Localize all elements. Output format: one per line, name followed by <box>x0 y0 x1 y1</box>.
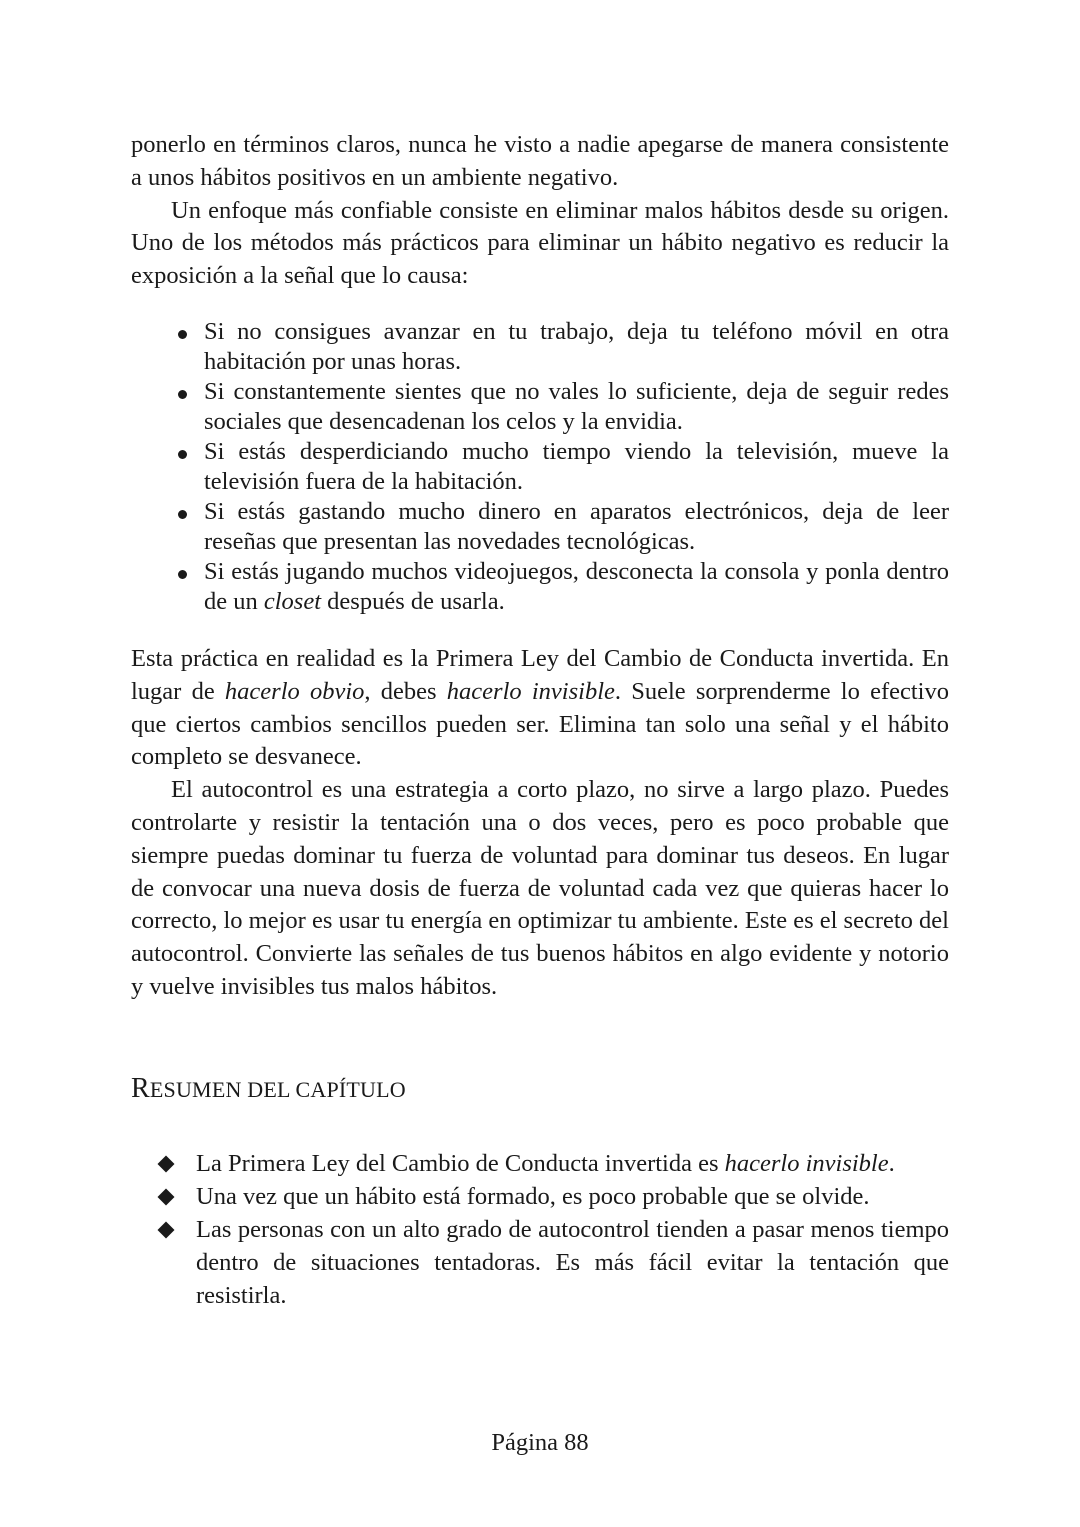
list-item: La Primera Ley del Cambio de Conducta invertida es hacerlo invisible. <box>131 1147 949 1180</box>
list-item: Las personas con un alto grado de autocontrol tienden a pasar menos tiempo dentro de situaciones tentadoras. Es más fácil evitar la tentación que resistirla. <box>131 1213 949 1312</box>
bullet-icon <box>178 330 187 339</box>
diamond-bullet-icon <box>158 1221 175 1238</box>
list-item: Si constantemente sientes que no vales lo suficiente, deja de seguir redes sociales que desencadenan los celos y la envidia. <box>131 377 949 437</box>
bullet-icon <box>178 570 187 579</box>
list-item: Si estás jugando muchos videojuegos, desconecta la consola y ponla dentro de un closet después de usarla. <box>131 557 949 617</box>
list-item: Si no consigues avanzar en tu trabajo, deja tu teléfono móvil en otra habitación por unas horas. <box>131 317 949 377</box>
list-item: Si estás gastando mucho dinero en aparatos electrónicos, deja de leer reseñas que presentan las novedades tecnológicas. <box>131 497 949 557</box>
diamond-bullet-icon <box>158 1188 175 1205</box>
summary-heading: RESUMEN DEL CAPÍTULO <box>131 1072 406 1104</box>
paragraph-1: ponerlo en términos claros, nunca he visto a nadie apegarse de manera consistente a unos hábitos positivos en un ambiente negativo. <box>131 131 949 191</box>
summary-list <box>131 1147 949 1312</box>
bullet-icon <box>178 390 187 399</box>
bullet-list <box>131 317 949 617</box>
paragraph-3: Esta práctica en realidad es la Primera Ley del Cambio de Conducta invertida. En lugar de hacerlo obvio, debes hacerlo invisible. Suele sorprenderme lo efectivo que ciertos cambios sencillos pueden ser. Elimina tan solo una señal y el hábito completo se desvanece. <box>131 644 949 771</box>
list-item: Una vez que un hábito está formado, es poco probable que se olvide. <box>131 1180 949 1213</box>
page-number: Página 88 <box>491 1429 589 1456</box>
emphasis-hacerlo-obvio: hacerlo obvio <box>224 677 365 705</box>
emphasis-hacerlo-invisible: hacerlo invisible <box>724 1149 889 1177</box>
list-item: Si estás desperdiciando mucho tiempo viendo la televisión, mueve la televisión fuera de la habitación. <box>131 437 949 497</box>
paragraph-4: El autocontrol es una estrategia a corto plazo, no sirve a largo plazo. Puedes controlarte y resistir la tentación una o dos veces, pero es poco probable que siempre puedas dominar tu fuerza de voluntad para dominar tus deseos. En lugar de convocar una nueva dosis de fuerza de voluntad cada vez que quieras hacer lo correcto, lo mejor es usar tu energía en optimizar tu ambiente. Este es el secreto del autocontrol. Convierte las señales de tus buenos hábitos en algo evidente y notorio y vuelve invisibles tus malos hábitos. <box>131 776 949 1000</box>
page-body <box>131 129 949 1312</box>
emphasis-hacerlo-invisible: hacerlo invisible <box>446 677 615 705</box>
bullet-icon <box>178 510 187 519</box>
paragraph-2: Un enfoque más confiable consiste en eliminar malos hábitos desde su origen. Uno de los métodos más prácticos para eliminar un hábito negativo es reducir la exposición a la señal que lo causa: <box>131 196 949 290</box>
emphasis-closet: closet <box>263 587 322 615</box>
diamond-bullet-icon <box>158 1155 175 1172</box>
bullet-icon <box>178 450 187 459</box>
